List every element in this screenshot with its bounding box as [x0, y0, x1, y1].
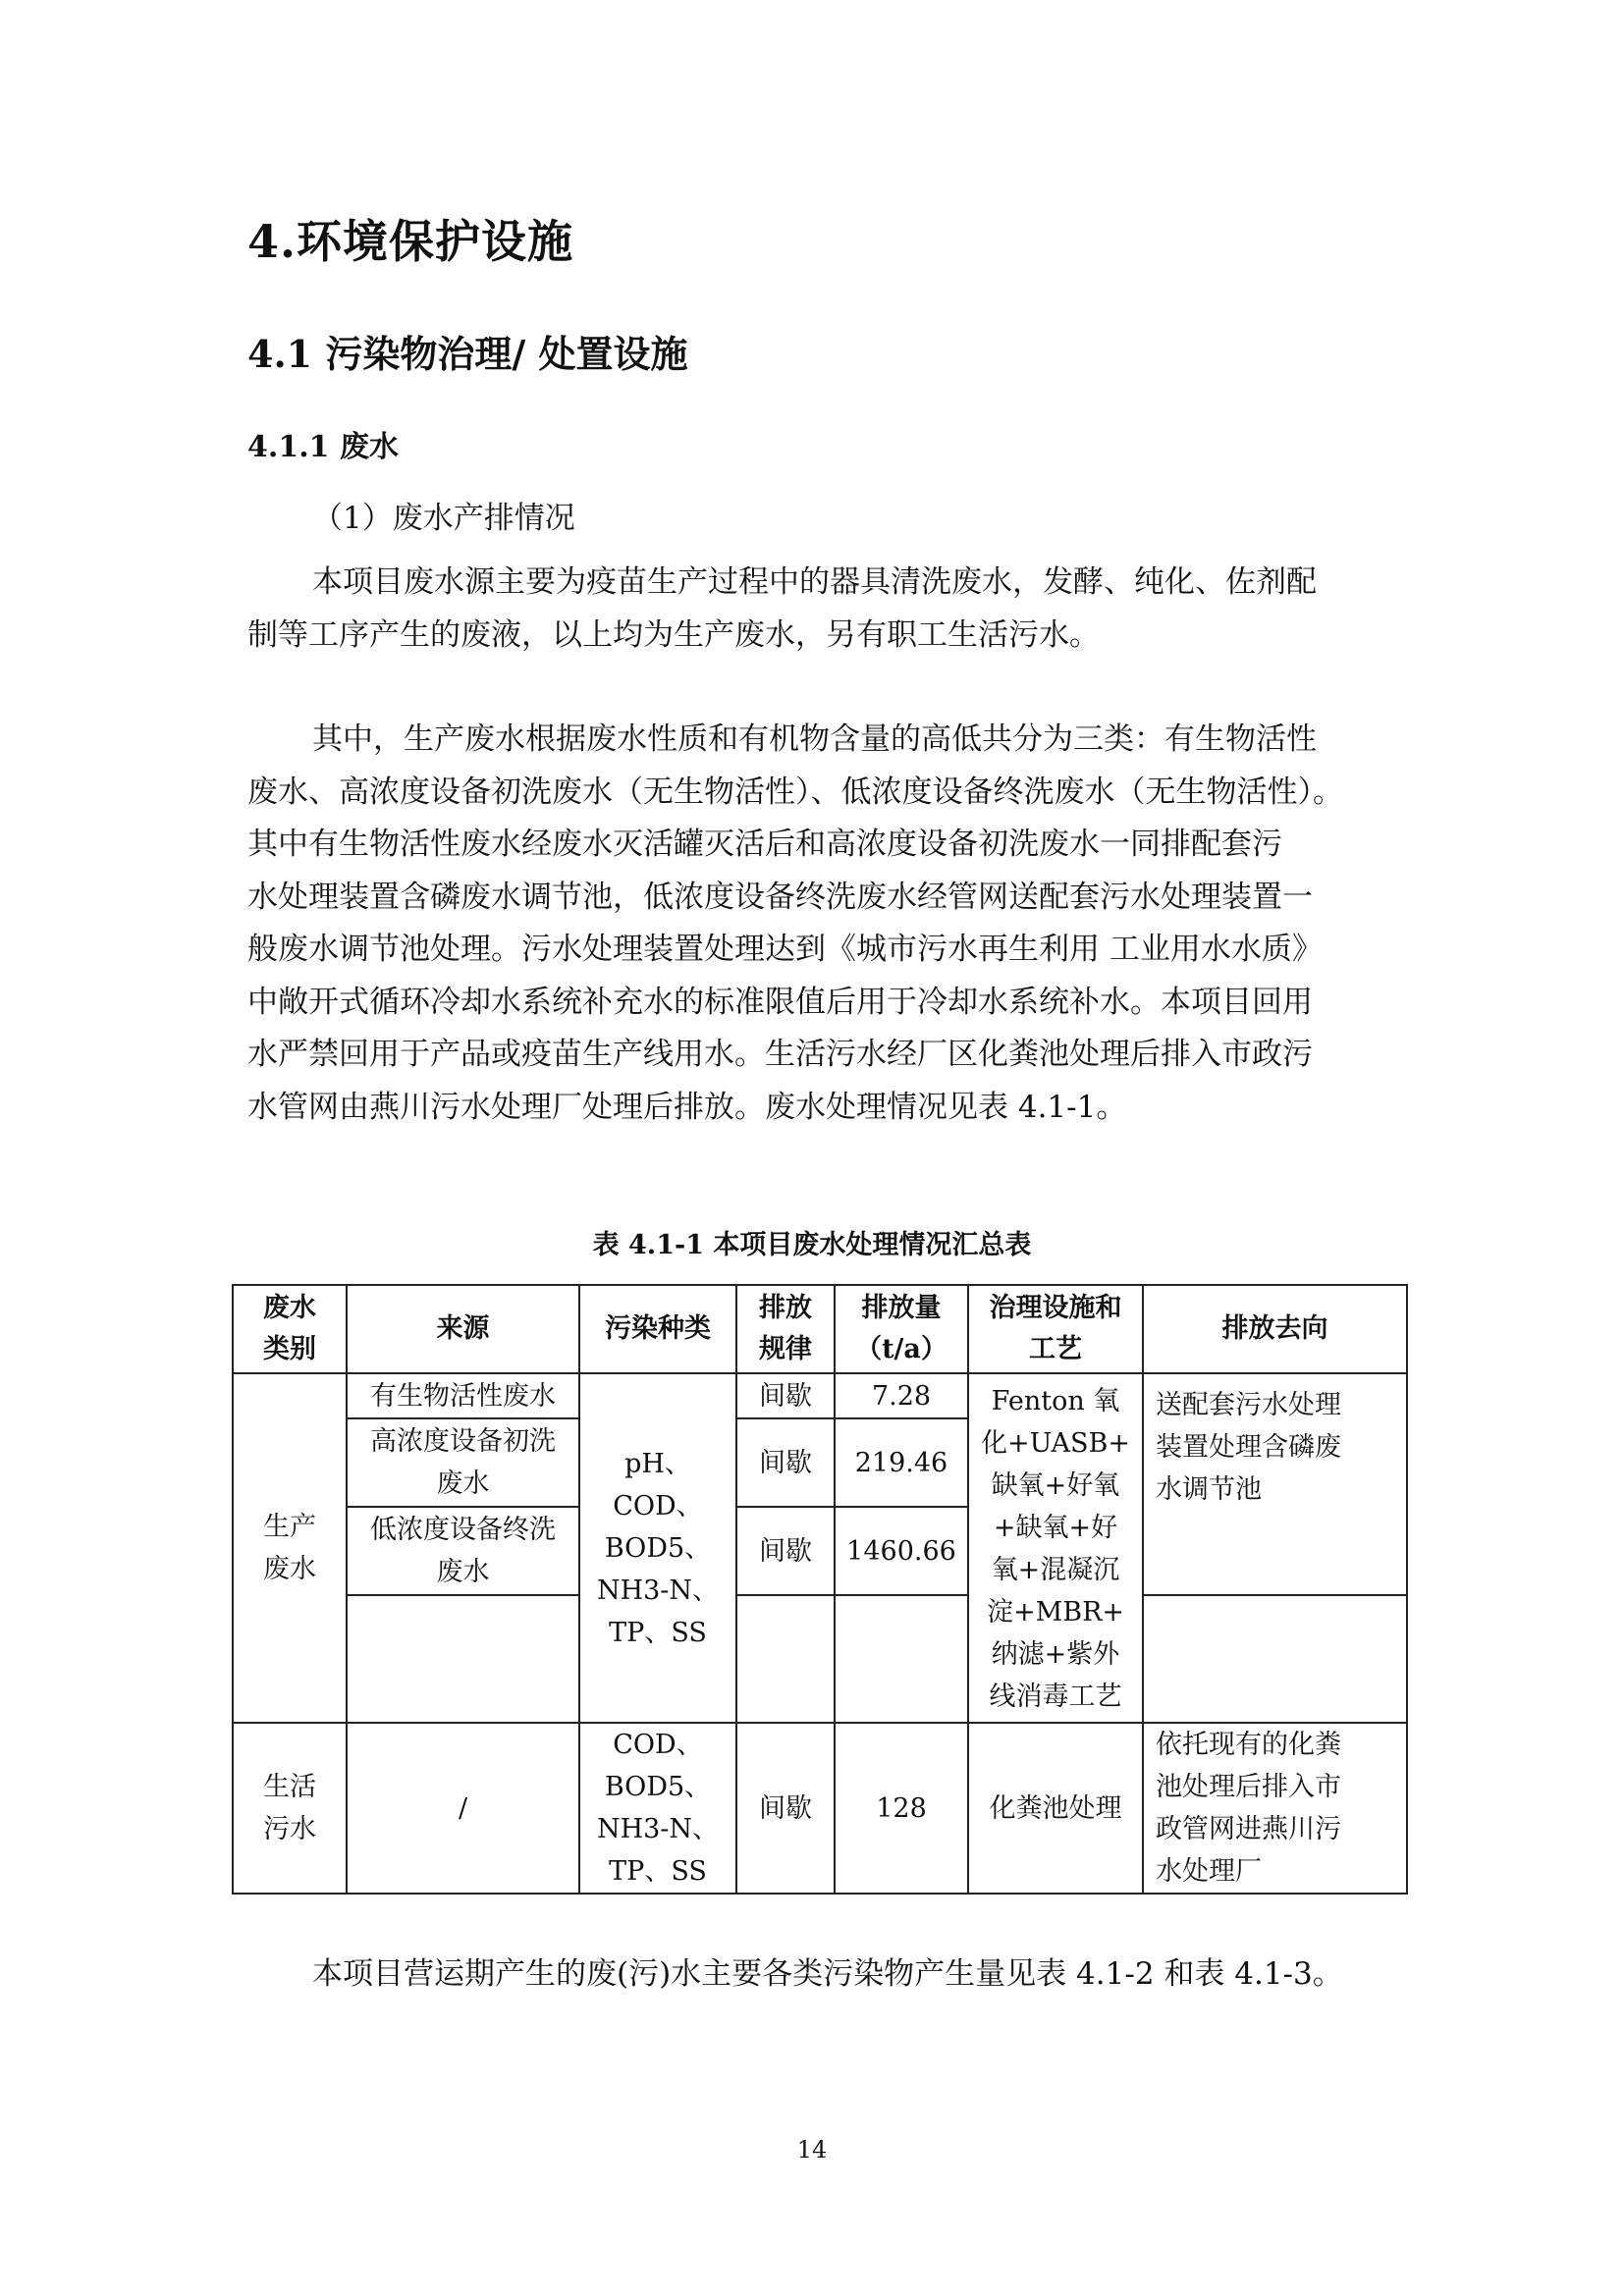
table-header-row	[233, 1285, 1407, 1373]
cell-empty	[347, 1595, 579, 1723]
table-caption: 表 4.1-1 本项目废水处理情况汇总表	[592, 1230, 1032, 1260]
paragraph-wastewater-treatment: 其中，生产废水根据废水性质和有机物含量的高低共分为三类：有生物活性 废水、高浓度设备初洗废水（无生物活性）、低浓度设备终洗废水（无生物活性）。 其中有生物活性废水经废水灭活罐灭活后和高浓度设备初洗废水一同排配套污 水处理装置含磷废水调节池，低浓度设备终洗废水经管网送配套污水处理装置一 般废水调节池处理。污水处理装置处理达到《城市污水再生利用 工业用水水质》 中敞开式循环冷却水系统补充水的标准限值后用于冷却水系统补水。本项目回用 水严禁回用于产品或疫苗生产线用水。生活污水经厂区化粪池处理后排入市政污 水管网由燕川污水处理厂处理后排放。废水处理情况见表 4.1-1。	[247, 721, 1343, 1125]
cell-amount: 7.28	[835, 1373, 968, 1418]
cell-category-production: 生产 废水	[233, 1373, 347, 1723]
header-pollutants: 污染种类	[579, 1285, 736, 1373]
header-pattern: 排放 规律	[736, 1285, 835, 1373]
table-row	[233, 1595, 1407, 1723]
paragraph-pollutant-reference: 本项目营运期产生的废(污)水主要各类污染物产生量见表 4.1-2 和表 4.1-3。	[312, 1956, 1343, 1992]
section-heading: 4.1 污染物治理/ 处置设施	[247, 332, 688, 376]
header-treatment: 治理设施和 工艺	[968, 1285, 1143, 1373]
chapter-heading: 4.环境保护设施	[247, 215, 574, 268]
cell-pollutants-production: pH、COD、 BOD5、 NH3-N、 TP、SS	[579, 1373, 736, 1723]
header-amount: 排放量 （t/a）	[835, 1285, 968, 1373]
cell-source: /	[347, 1723, 579, 1894]
cell-pattern: 间歇	[736, 1373, 835, 1418]
cell-source: 高浓度设备初洗 废水	[347, 1418, 579, 1507]
item-heading: （1）废水产排情况	[312, 501, 575, 536]
cell-pattern: 间歇	[736, 1507, 835, 1595]
cell-pollutants-domestic: COD、 BOD5、 NH3-N、 TP、SS	[579, 1723, 736, 1894]
cell-amount: 1460.66	[835, 1507, 968, 1595]
cell-pattern: 间歇	[736, 1723, 835, 1894]
header-destination: 排放去向	[1143, 1285, 1407, 1373]
cell-source: 低浓度设备终洗 废水	[347, 1507, 579, 1595]
paragraph-wastewater-sources: 本项目废水源主要为疫苗生产过程中的器具清洗废水，发酵、纯化、佐剂配 制等工序产生的废液，以上均为生产废水，另有职工生活污水。	[247, 564, 1317, 653]
cell-empty	[835, 1595, 968, 1723]
cell-amount: 219.46	[835, 1418, 968, 1507]
cell-empty	[1143, 1595, 1407, 1723]
cell-amount: 128	[835, 1723, 968, 1894]
cell-source: 有生物活性废水	[347, 1373, 579, 1418]
table-row	[233, 1373, 1407, 1418]
cell-destination-production: 送配套污水处理 装置处理含磷废 水调节池	[1143, 1373, 1407, 1595]
cell-treatment-domestic: 化粪池处理	[968, 1723, 1143, 1894]
cell-pattern: 间歇	[736, 1418, 835, 1507]
wastewater-summary-table	[232, 1284, 1408, 1895]
cell-empty	[736, 1595, 835, 1723]
subsection-heading: 4.1.1 废水	[247, 430, 399, 464]
header-source: 来源	[347, 1285, 579, 1373]
cell-category-domestic: 生活 污水	[233, 1723, 347, 1894]
cell-destination-domestic: 依托现有的化粪 池处理后排入市 政管网进燕川污 水处理厂	[1143, 1723, 1407, 1894]
header-category: 废水 类别	[233, 1285, 347, 1373]
page-number: 14	[796, 2136, 828, 2163]
table-row	[233, 1723, 1407, 1894]
cell-treatment-production: Fenton 氧 化+UASB+ 缺氧+好氧 +缺氧+好 氧+混凝沉 淀+MBR+ 纳滤+紫外 线消毒工艺	[968, 1373, 1143, 1723]
